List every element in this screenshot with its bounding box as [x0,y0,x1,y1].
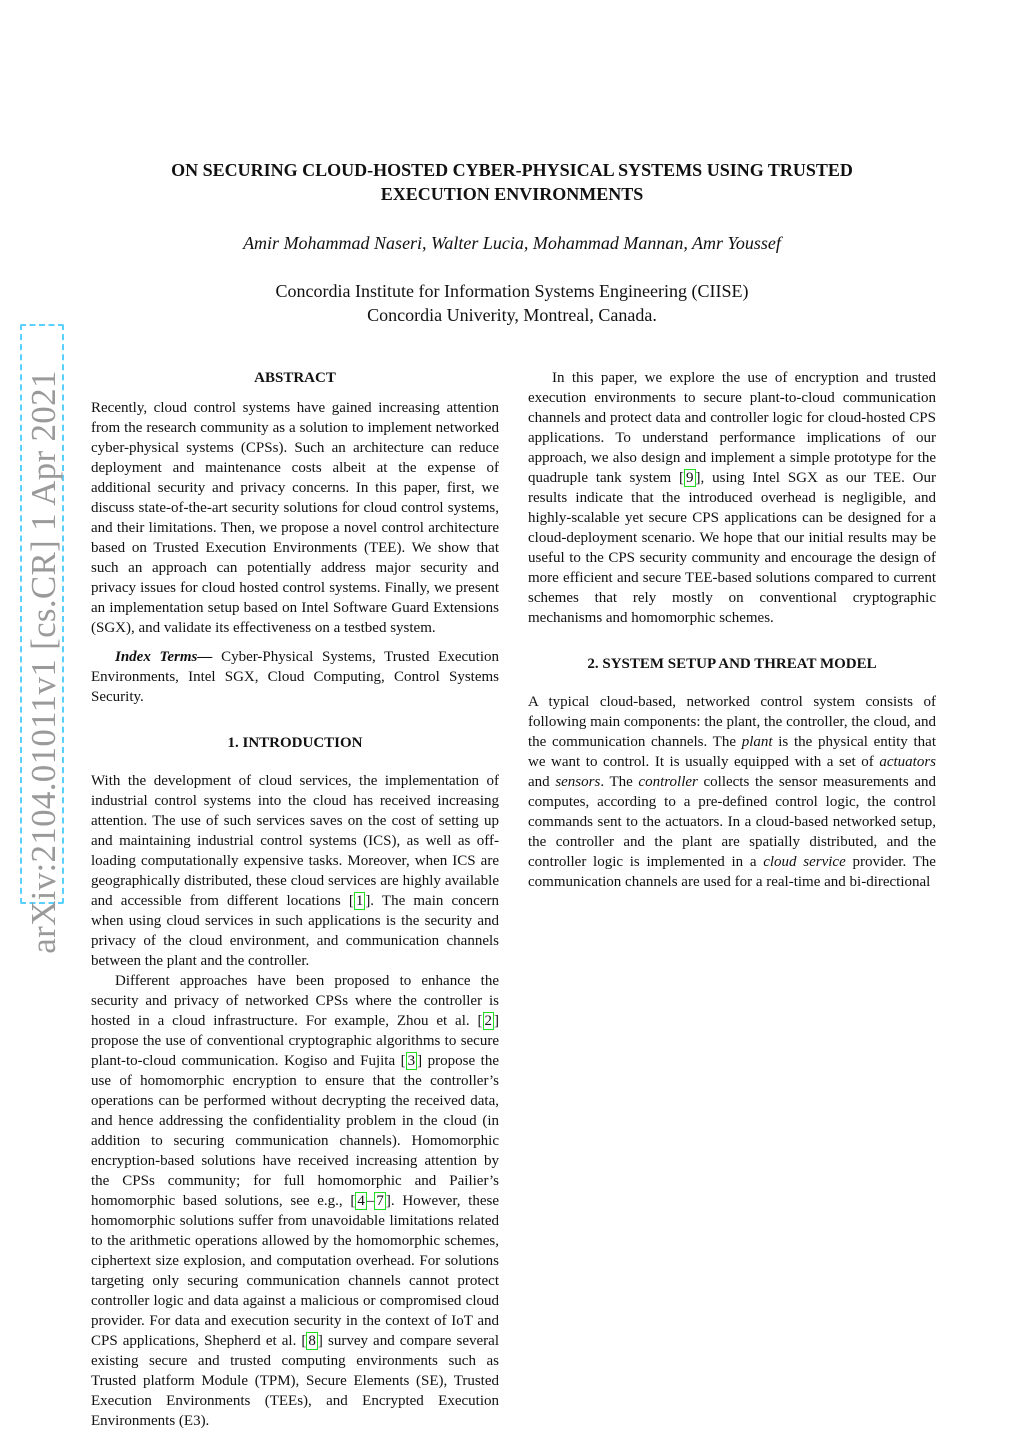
intro-paragraph-1: With the development of cloud services, the implementation of industrial control systems into the cloud has received increasing attention. The use of such services saves on the cost of setting up and maintaining industrial control systems (ICS), as well as off-loading computationally expensive tasks. Moreover, when ICS are geographically distributed, these cloud services are highly available and accessible from different locations [ 1 ]. The main concern when using cloud services in such applications is the security and privacy of the cloud environment, and communication channels between the plant and the controller. [91,773,499,969]
intro-paragraph-3: In this paper, we explore the use of encryption and trusted execution environments to secure plant-to-cloud communication channels and protect data and controller logic for cloud-hosted CPS applications. To understand performance implications of our approach, we also design and implement a simple prototype for the quadruple tank system [ 9 ], using Intel SGX as our TEE. Our results indicate that the introduced overhead is negligible, and highly-scalable yet secure CPS applications can be designed for a cloud-deployment scenario. We hope that our initial results may be useful to the CPS security community and encourage the design of more efficient and secure TEE-based solutions compared to current schemes that rely mostly on conventional cryptographic mechanisms and homomorphic schemes. [528,370,937,626]
affiliation [80,279,944,327]
index-terms-label: Index Terms— [115,649,213,665]
paper-title [80,158,944,206]
citation-link[interactable]: 4 [357,1193,365,1209]
author-list: Amir Mohammad Naseri, Walter Lucia, Mohammad Mannan, Amr Youssef [243,233,781,253]
abstract-text: Recently, cloud control systems have gained increasing attention from the research community as a solution to implement networked cyber-physical systems (CPSs). Such an architecture can reduce deployment and maintenance costs albeit at the expense of additional security and privacy concerns. In this paper, first, we discuss state-of-the-art security solutions for cloud control systems, and their limitations. Then, we propose a novel control architecture based on Trusted Execution Environments (TEE). We show that such an approach can potentially address major security and privacy issues for cloud hosted control systems. Finally, we present an implementation setup based on Intel Software Guard Extensions (SGX), and validate its effectiveness on a testbed system. [91,400,499,636]
citation-link[interactable]: 2 [484,1013,492,1029]
title-line-1: ON SECURING CLOUD-HOSTED CYBER-PHYSICAL SYSTEMS USING TRUSTED [171,160,853,180]
citation-link[interactable]: 8 [308,1333,316,1349]
introduction-heading: 1. INTRODUCTION [227,735,363,751]
system-setup-heading: 2. SYSTEM SETUP AND THREAT MODEL [587,656,877,672]
index-terms [91,647,499,707]
citation-link[interactable]: 9 [686,470,694,486]
title-line-2: EXECUTION ENVIRONMENTS [380,184,644,204]
index-terms-list: Cyber-Physical Systems, Trusted Execution Environments, Intel SGX, Cloud Computing, Control Systems Security. [91,649,499,705]
citation-link[interactable]: 1 [355,893,364,909]
intro-paragraph-2: Different approaches have been proposed to enhance the security and privacy of networked CPSs where the controller is hosted in a cloud infrastructure. For example, Zhou et al. [ 2 ] propose the use of conventional cryptographic algorithms to secure plant-to-cloud communication. Kogiso and Fujita [ 3 ] propose the use of homomorphic encryption to ensure that the controller’s operations can be performed without decrypting the received data, and hence addressing the confidentiality problem in the cloud (in addition to securing communication channels). Homomorphic encryption-based solutions have received increasing attention by the CPSs community; for full homomorphic and Pailier’s homomorphic based solutions, see e.g., [ 4 – 7 ]. However, these homomorphic solutions suffer from unavoidable limitations related to the arithmetic operations allowed by the homomorphic schemes, ciphertext size explosion, and computation overhead. For solutions targeting only securing communication channels cannot protect controller logic and data against a malicious or compromised cloud provider. For data and execution security in the context of IoT and CPS applications, Shepherd et al. [ 8 ] survey and compare several existing secure and trusted computing environments such as Trusted platform Module (TPM), Secure Elements (SE), Trusted Execution Environments (TEEs), and Encrypted Execution Environments (E3). [91,973,499,1429]
left-column [91,368,499,1431]
affiliation-line-1: Concordia Institute for Information Systems Engineering (CIISE) [275,281,749,301]
right-column [528,368,936,892]
system-setup-paragraph-1: A typical cloud-based, networked control system consists of following main components: the plant, the controller, the cloud, and the communication channels. The plant is the physical entity that we want to control. It is usually equipped with a set of actuators and sensors. The controller collects the sensor measurements and computes, according to a pre-defined control logic, the control commands sent to the actuators. In a cloud-based networked setup, the controller and the plant are spatially distributed, and the controller logic is implemented in a cloud service provider. The communication channels are used for a real-time and bi-directional [528,694,936,890]
arxiv-identifier: arXiv:2104.01011v1 [cs.CR] 1 Apr 2021 [24,370,63,954]
citation-link[interactable]: 7 [376,1193,384,1209]
abstract-heading: ABSTRACT [254,370,336,386]
citation-link[interactable]: 3 [407,1053,416,1069]
affiliation-line-2: Concordia Univerity, Montreal, Canada. [367,305,657,325]
